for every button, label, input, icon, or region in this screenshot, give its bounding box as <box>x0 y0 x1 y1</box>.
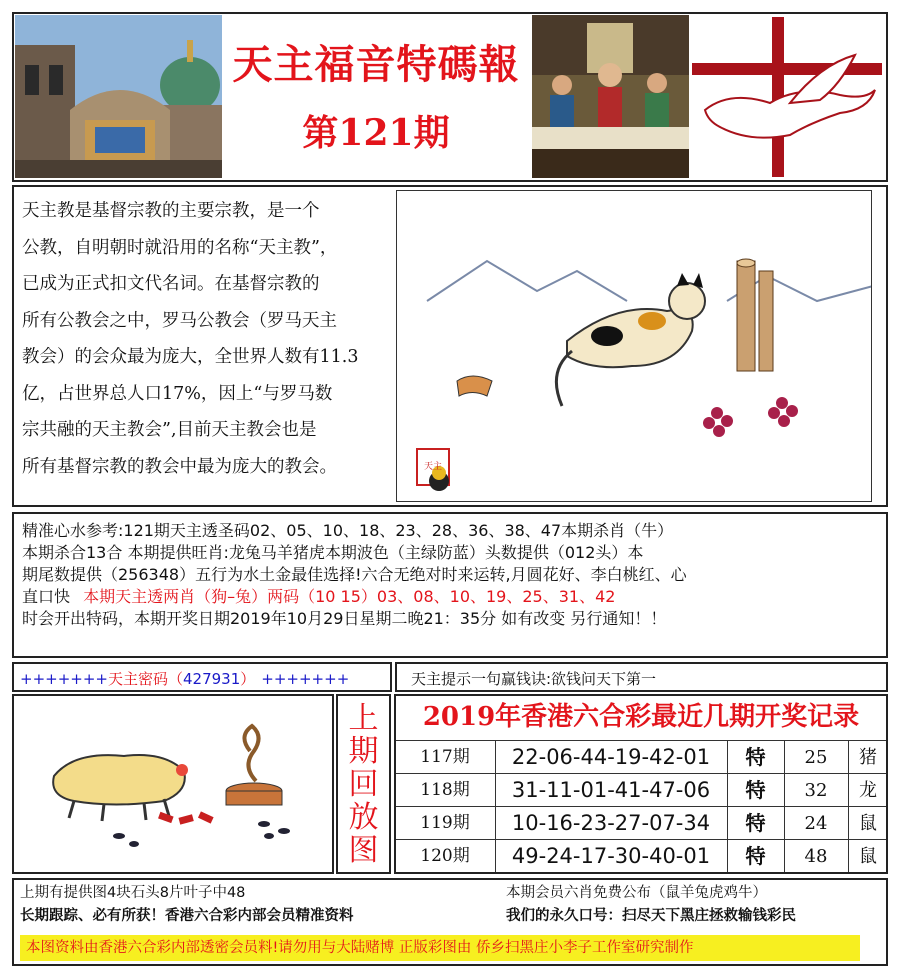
info-line: 时会开出特码，本期开奖日期2019年10月29日星期二晚21：35分 如有改变 另行通知！！ <box>22 609 667 628</box>
info-text-plain: 直口快 <box>22 587 71 606</box>
intro-line: 所有公教会之中，罗马公教会（罗马天主 <box>22 310 337 331</box>
footer-left-note: 上期有提供图4块石头8片叶子中48 <box>20 885 246 901</box>
record-special: 24 <box>804 813 828 834</box>
footer-content <box>20 882 882 961</box>
footer-right-note: 本期会员六肖免费公布（鼠羊兔虎鸡牛） <box>506 885 767 901</box>
info-text <box>22 520 882 630</box>
info-line: 精准心水参考:121期天主透圣码02、05、10、18、23、28、36、38、47本期杀肖（牛） <box>22 521 674 540</box>
record-row <box>396 839 886 873</box>
stamp-seal: 天主 <box>423 462 442 472</box>
cross-dove-image <box>690 15 885 178</box>
record-zodiac: 鼠 <box>859 846 877 867</box>
record-numbers: 31-11-01-41-47-06 <box>511 778 711 802</box>
info-line: 本期杀合13合 本期提供旺肖:龙兔马羊猪虎本期波色（主绿防蓝）头数提供（012头）本 <box>22 543 644 562</box>
record-row <box>396 773 886 807</box>
record-special-label: 特 <box>745 844 766 868</box>
replay-char: 图 <box>348 833 379 868</box>
record-special: 32 <box>804 780 828 801</box>
cathedral-image <box>15 15 222 178</box>
secret-prefix: +++++++ <box>20 670 108 688</box>
column-divider <box>784 740 785 872</box>
footer-banner <box>20 935 860 961</box>
replay-label-box <box>336 694 391 874</box>
page-title: 天主福音特碼報 <box>232 41 520 88</box>
column-divider <box>848 740 849 872</box>
record-row <box>396 806 886 840</box>
intro-line: 天主教是基督宗教的主要宗教，是一个 <box>22 201 320 221</box>
issue-number: 第121期 <box>302 112 450 154</box>
record-zodiac: 龙 <box>859 780 877 801</box>
secret-code-value: 427931 <box>183 670 241 688</box>
intro-line: 亿，占世界总人口17%，因上“与罗马数 <box>22 383 333 404</box>
record-special-label: 特 <box>745 811 766 835</box>
footer-left-slogan: 长期跟踪、必有所获！香港六合彩内部会员精准资料 <box>20 908 354 924</box>
replay-char: 回 <box>348 767 379 802</box>
replay-char: 期 <box>348 734 379 769</box>
intro-text <box>22 193 392 485</box>
record-period: 119期 <box>420 813 470 833</box>
info-line-highlight <box>22 586 882 608</box>
last-supper-image <box>532 15 689 178</box>
pig-illustration <box>12 694 334 874</box>
footer-banner-text: 本图资料由香港六合彩内部透密会员料!请勿用与大陆赌博 正版彩图由 侨乡扫黑庄小李子工作室研究制作 <box>26 940 694 956</box>
intro-line: 教会）的会众最为庞大，全世界人数有11.3 <box>22 347 359 367</box>
intro-line: 公教，自明朝时就沿用的名称“天主教”， <box>22 237 338 258</box>
column-divider <box>495 740 496 872</box>
record-special-label: 特 <box>745 745 766 769</box>
records-title: 2019年香港六合彩最近几期开奖记录 <box>422 702 860 732</box>
record-period: 118期 <box>420 780 470 800</box>
footer-line <box>20 905 882 931</box>
cat-illustration <box>396 190 872 502</box>
record-period: 117期 <box>420 747 470 767</box>
secret-code-bar <box>12 662 392 692</box>
record-numbers: 49-24-17-30-40-01 <box>511 844 711 868</box>
secret-close: ） <box>240 670 256 688</box>
record-zodiac: 鼠 <box>859 813 877 834</box>
footer-line <box>20 882 882 905</box>
intro-line: 所有基督宗教的教会中最为庞大的教会。 <box>22 456 337 477</box>
record-numbers: 22-06-44-19-42-01 <box>511 745 711 769</box>
header-title-area <box>222 15 530 178</box>
records-table <box>394 694 888 874</box>
record-period: 120期 <box>420 846 470 866</box>
column-divider <box>727 740 728 872</box>
record-special: 48 <box>804 846 828 867</box>
record-numbers: 10-16-23-27-07-34 <box>511 811 711 835</box>
hint-bar <box>395 662 888 692</box>
replay-char: 放 <box>348 800 379 835</box>
hint-text: 天主提示一句赢钱诀:欲钱问天下第一 <box>411 670 657 688</box>
record-row <box>396 740 886 774</box>
replay-char: 上 <box>348 701 379 736</box>
record-special: 25 <box>804 747 828 768</box>
intro-line: 已成为正式扣文代名词。在基督宗教的 <box>22 274 320 294</box>
footer-right-slogan: 我们的永久口号：扫尽天下黑庄拯救输钱彩民 <box>506 908 796 924</box>
record-zodiac: 猪 <box>859 747 877 768</box>
secret-label: 天主密码（ <box>107 670 183 688</box>
records-rows <box>396 740 886 872</box>
info-line: 期尾数提供（256348）五行为水土金最佳选择!六合无绝对时来运转,月圆花好、李白桃红、心 <box>22 565 687 584</box>
secret-code <box>20 668 349 689</box>
intro-line: 宗共融的天主教会”,目前天主教会也是 <box>22 420 317 440</box>
prediction-highlight: 本期天主透两肖（狗–兔）两码（10 15）03、08、10、19、25、31、42 <box>83 587 616 606</box>
secret-suffix: +++++++ <box>261 670 350 688</box>
record-special-label: 特 <box>745 778 766 802</box>
replay-vertical-label <box>338 702 389 867</box>
